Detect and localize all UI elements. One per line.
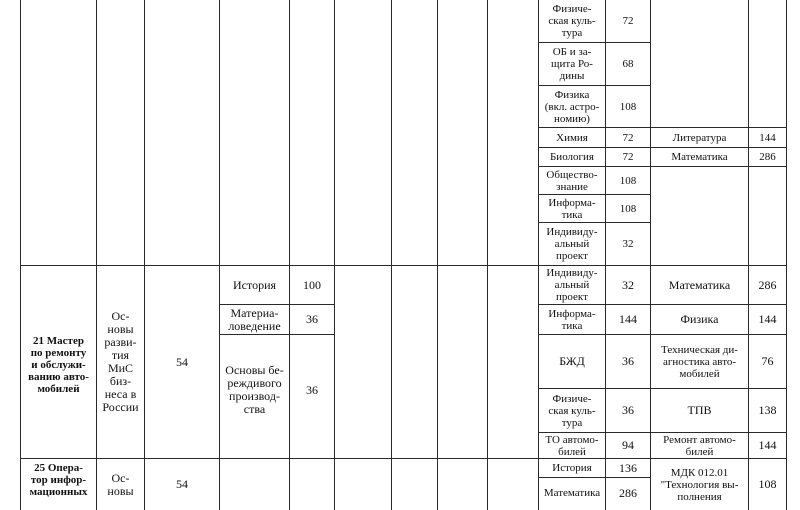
subject-name: Химия [556, 131, 588, 144]
subject-name: Индивиду- альный проект [546, 226, 598, 262]
subject-hours: 36 [622, 354, 634, 368]
subject-hours: 72 [622, 131, 634, 144]
subject-name: История [552, 462, 592, 474]
subject-hours: 286 [619, 485, 637, 500]
profile-name: ТПВ [687, 403, 712, 417]
profile-hours: 108 [758, 477, 777, 491]
profile-hours: 76 [761, 354, 774, 368]
course-hours: 54 [176, 477, 188, 491]
subject-name: Математика [543, 487, 601, 499]
profile-hours: 286 [759, 151, 776, 163]
subject-name: ОБ и за- щита Ро- дины [551, 46, 593, 82]
subject-name: Биология [549, 151, 594, 163]
general-subject-name: История [232, 277, 277, 292]
profile-name: Физика [680, 312, 719, 326]
general-subject-hours: 100 [303, 277, 321, 292]
subject-hours: 108 [619, 100, 637, 113]
course-name: Ос- новы разви- тия МиС биз- неса в России [102, 309, 139, 414]
profile-name: Ремонт автомо- билей [663, 433, 736, 458]
subject-name: Информа- тика [548, 307, 596, 332]
profile-hours: 144 [759, 131, 776, 144]
subject-hours: 108 [619, 202, 637, 215]
profile-hours: 286 [758, 277, 777, 292]
profile-name: Техническая ди- агностика авто- мобилей [661, 343, 738, 380]
general-subject-hours: 36 [306, 382, 318, 397]
profile-name: МДК 012.01 "Технология вы- полнения [660, 466, 739, 503]
course-hours: 54 [176, 354, 188, 369]
subject-hours: 94 [622, 438, 634, 452]
subject-hours: 136 [619, 460, 637, 475]
profession-name: 21 Мастер по ремонту и обслужи- ванию авто- мобилей [28, 335, 89, 395]
subject-name: Индивиду- альный проект [546, 267, 598, 303]
profile-name: Математика [671, 151, 728, 163]
subject-name: Физика (вкл. астро- номию) [544, 88, 600, 125]
profile-hours: 144 [758, 312, 777, 326]
profile-name: Литература [672, 131, 727, 144]
subject-hours: 68 [622, 58, 634, 70]
subject-hours: 108 [619, 174, 637, 187]
subject-hours: 32 [622, 238, 634, 250]
subject-name: Общество- знание [546, 168, 598, 193]
general-subject-name: Основы бе- реждивого производ- ства [225, 363, 284, 416]
subject-name: БЖД [559, 354, 585, 368]
profile-hours: 144 [758, 438, 777, 452]
profile-hours: 138 [758, 403, 777, 417]
subject-name: ТО автомо- билей [545, 433, 599, 458]
subject-hours: 72 [622, 151, 634, 163]
subject-name: Физиче- ская куль- тура [548, 392, 596, 429]
subject-hours: 32 [622, 277, 634, 292]
course-name: Ос- новы [107, 470, 134, 498]
profile-name: Математика [668, 277, 731, 292]
general-subject-hours: 36 [306, 312, 318, 326]
subject-hours: 144 [619, 312, 637, 326]
subject-hours: 72 [622, 15, 634, 27]
subject-name: Информа- тика [548, 196, 596, 221]
profession-name: 25 Опера- тор инфор- мационных [29, 462, 88, 498]
subject-hours: 36 [622, 403, 634, 417]
general-subject-name: Материа- ловедение [228, 305, 281, 333]
subject-name: Физиче- ская куль- тура [548, 3, 596, 39]
